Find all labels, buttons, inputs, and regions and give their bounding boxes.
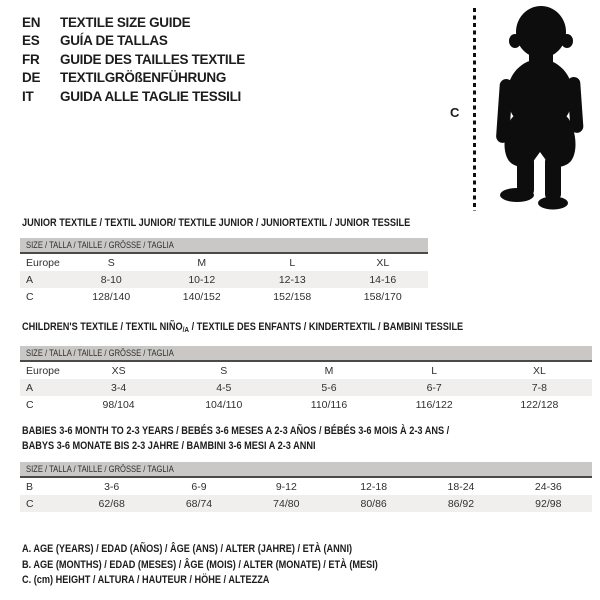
junior-size-table bbox=[20, 238, 428, 305]
footnote-legend bbox=[22, 542, 441, 589]
cell: 62/68 bbox=[98, 497, 125, 510]
lang-code: ES bbox=[22, 33, 40, 49]
cell: 122/128 bbox=[520, 398, 559, 411]
row-label: C bbox=[26, 290, 34, 303]
cell: 5-6 bbox=[321, 381, 337, 394]
cell: 3-4 bbox=[111, 381, 127, 394]
cell: 110/116 bbox=[310, 398, 348, 411]
babies-table-title-text bbox=[22, 424, 449, 454]
lang-row-en bbox=[22, 13, 245, 32]
junior-table-title-text: JUNIOR TEXTILE / TEXTIL JUNIOR/ TEXTILE JUNIOR / JUNIORTEXTIL / JUNIOR TESSILE bbox=[22, 217, 411, 229]
size-header-bar bbox=[20, 462, 592, 478]
size-header-bar bbox=[20, 238, 428, 254]
toddler-silhouette-icon bbox=[487, 5, 593, 212]
cell: S bbox=[107, 256, 115, 269]
cell: 10-12 bbox=[188, 273, 216, 286]
cell: XL bbox=[376, 256, 390, 269]
title-subscript: /A bbox=[182, 325, 190, 334]
lang-title: TEXTILGRÖßENFÜHRUNG bbox=[60, 70, 227, 86]
table-row-height bbox=[20, 288, 428, 305]
row-label: A bbox=[26, 273, 34, 286]
cell: 9-12 bbox=[275, 480, 297, 493]
size-header-bar bbox=[20, 346, 592, 362]
babies-size-table bbox=[20, 462, 592, 512]
cell: 14-16 bbox=[369, 273, 397, 286]
cell: L bbox=[431, 364, 438, 377]
lang-row-fr bbox=[22, 50, 245, 69]
row-label: Europe bbox=[26, 364, 60, 377]
height-measure-label: C bbox=[450, 105, 460, 120]
row-label: Europe bbox=[26, 256, 60, 269]
children-table-title bbox=[22, 321, 541, 334]
cell: 6-9 bbox=[191, 480, 207, 493]
lang-title: TEXTILE SIZE GUIDE bbox=[60, 14, 191, 30]
lang-title: GUIDE DES TAILLES TEXTILE bbox=[60, 51, 246, 67]
cell: 18-24 bbox=[447, 480, 475, 493]
babies-table-title bbox=[22, 424, 525, 454]
language-title-list bbox=[22, 13, 245, 106]
lang-title: GUIDA ALLE TAGLIE TESSILI bbox=[60, 88, 241, 104]
footnote-c: C. (cm) HEIGHT / ALTURA / HAUTEUR / HÖHE / ALTEZZA bbox=[22, 574, 270, 586]
cell: 12-18 bbox=[360, 480, 388, 493]
lang-title: GUÍA DE TALLAS bbox=[60, 33, 168, 49]
junior-table-title bbox=[22, 217, 479, 229]
table-row-europe bbox=[20, 254, 428, 271]
cell: 128/140 bbox=[92, 290, 131, 303]
cell: 86/92 bbox=[447, 497, 475, 510]
lang-code: FR bbox=[22, 51, 40, 67]
cell: M bbox=[324, 364, 334, 377]
table-row-height bbox=[20, 396, 592, 413]
footnote-b: B. AGE (MONTHS) / EDAD (MESES) / ÂGE (MOIS) / ALTER (MONATE) / ETÀ (MESI) bbox=[22, 558, 378, 571]
row-label: C bbox=[26, 497, 34, 510]
children-table-title-text: CHILDREN'S TEXTILE / TEXTIL NIÑO/A / TEXTILE DES ENFANTS / KINDERTEXTIL / BAMBINI TESSILE bbox=[22, 321, 464, 334]
lang-row-de bbox=[22, 69, 245, 88]
cell: 7-8 bbox=[531, 381, 547, 394]
lang-row-it bbox=[22, 87, 245, 106]
cell: 80/86 bbox=[360, 497, 387, 510]
table-row-age bbox=[20, 271, 428, 288]
cell: 3-6 bbox=[104, 480, 120, 493]
cell: XL bbox=[532, 364, 546, 377]
cell: M bbox=[197, 256, 207, 269]
lang-row-es bbox=[22, 32, 245, 51]
row-label: A bbox=[26, 381, 34, 394]
cell: XS bbox=[111, 364, 126, 377]
lang-code: IT bbox=[22, 88, 34, 104]
cell: 152/158 bbox=[273, 290, 312, 303]
table-row-europe bbox=[20, 362, 592, 379]
footnote-a: A. AGE (YEARS) / EDAD (AÑOS) / ÂGE (ANS) / ALTER (JAHRE) / ETÀ (ANNI) bbox=[22, 543, 353, 555]
cell: 140/152 bbox=[182, 290, 221, 303]
size-header-text: SIZE / TALLA / TAILLE / GRÖSSE / TAGLIA bbox=[26, 348, 174, 359]
cell: 68/74 bbox=[185, 497, 213, 510]
row-label: B bbox=[26, 480, 34, 493]
row-label: C bbox=[26, 398, 34, 411]
table-row-age bbox=[20, 379, 592, 396]
cell: 74/80 bbox=[273, 497, 300, 510]
cell: S bbox=[220, 364, 228, 377]
cell: 104/110 bbox=[205, 398, 243, 411]
cell: 4-5 bbox=[216, 381, 232, 394]
cell: 6-7 bbox=[426, 381, 442, 394]
size-header-text: SIZE / TALLA / TAILLE / GRÖSSE / TAGLIA bbox=[26, 240, 174, 251]
lang-code: EN bbox=[22, 14, 41, 30]
height-measure-dashed-line bbox=[473, 8, 476, 211]
babies-title-line2: BABYS 3-6 MONATE BIS 2-3 JAHRE / BAMBINI 3-6 MESI A 2-3 ANNI bbox=[22, 440, 316, 452]
cell: 8-10 bbox=[100, 273, 122, 286]
cell: 116/122 bbox=[415, 398, 453, 411]
children-size-table bbox=[20, 346, 592, 413]
lang-code: DE bbox=[22, 70, 41, 86]
table-row-age-months bbox=[20, 478, 592, 495]
cell: 98/104 bbox=[102, 398, 135, 411]
cell: 158/170 bbox=[363, 290, 402, 303]
cell: 92/98 bbox=[535, 497, 562, 510]
cell: 24-36 bbox=[534, 480, 562, 493]
cell: L bbox=[289, 256, 296, 269]
table-row-height bbox=[20, 495, 592, 512]
cell: 12-13 bbox=[278, 273, 306, 286]
size-header-text: SIZE / TALLA / TAILLE / GRÖSSE / TAGLIA bbox=[26, 464, 174, 475]
babies-title-line1: BABIES 3-6 MONTH TO 2-3 YEARS / BEBÉS 3-6 MESES A 2-3 AÑOS / BÉBÉS 3-6 MOIS À 2-3 ANS / bbox=[22, 425, 450, 437]
